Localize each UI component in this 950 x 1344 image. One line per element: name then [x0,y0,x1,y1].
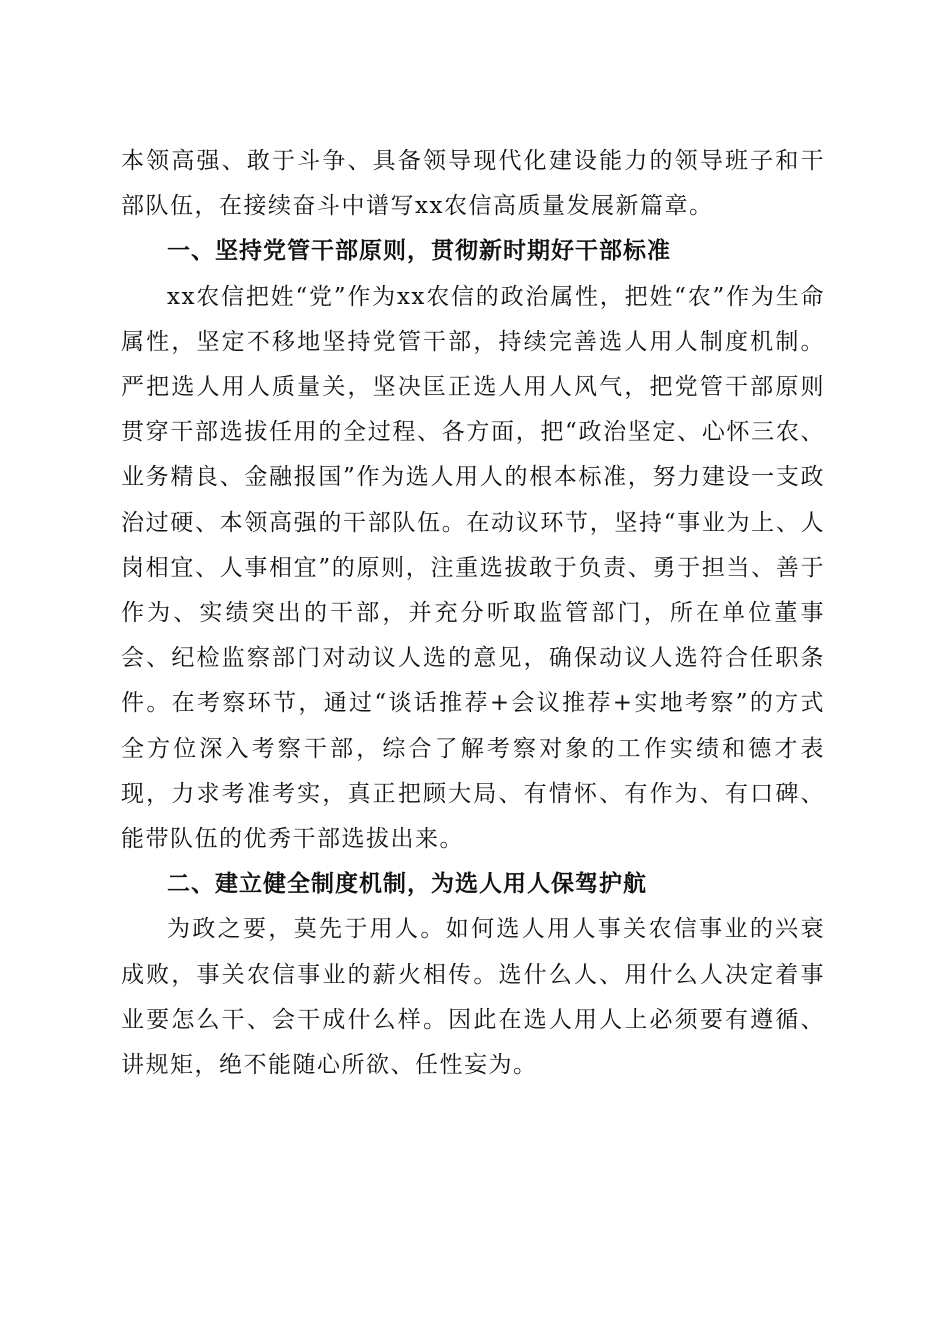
paragraph-section-1: xx农信把姓“党”作为xx农信的政治属性，把姓“农”作为生命属性，坚定不移地坚持党管干部，持续完善选人用人制度机制。严把选人用人质量关，坚决匡正选人用人风气，把党管干部原则贯穿干部选拔任用的全过程、各方面，把“政治坚定、心怀三农、业务精良、金融报国”作为选人用人的根本标准，努力建设一支政治过硬、本领高强的干部队伍。在动议环节，坚持“事业为上、人岗相宜、人事相宜”的原则，注重选拔敢于负责、勇于担当、善于作为、实绩突出的干部，并充分听取监管部门，所在单位董事会、纪检监察部门对动议人选的意见，确保动议人选符合任职条件。在考察环节，通过“谈话推荐+会议推荐+实地考察”的方式全方位深入考察干部，综合了解考察对象的工作实绩和德才表现，力求考准考实，真正把顾大局、有情怀、有作为、有口碑、能带队伍的优秀干部选拔出来。 [121,283,825,853]
section-heading-2: 二、建立健全制度机制，为选人用人保驾护航 [167,871,647,898]
document-body [121,139,825,1088]
section-heading-1: 一、坚持党管干部原则，贯彻新时期好干部标准 [167,238,671,265]
paragraph-continuation: 本领高强、敢于斗争、具备领导现代化建设能力的领导班子和干部队伍，在接续奋斗中谱写xx农信高质量发展新篇章。 [121,148,825,220]
paragraph-section-2: 为政之要，莫先于用人。如何选人用人事关农信事业的兴衰成败，事关农信事业的薪火相传。选什么人、用什么人决定着事业要怎么干、会干成什么样。因此在选人用人上必须要有遵循、讲规矩，绝不能随心所欲、任性妄为。 [121,916,825,1079]
